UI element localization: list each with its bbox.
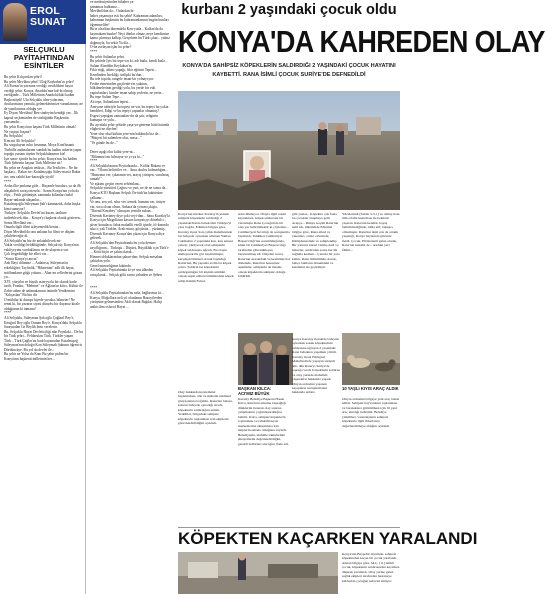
column-title: SELÇUKLU PAYİTAHTINDAN ESİNTİLER — [13, 45, 75, 71]
photo-dogs — [342, 333, 400, 385]
sub-headline: KONYA'DA SAHİPSİZ KÖPEKLERİN SALDIRDIĞI 2 YAŞINDAKİ ÇOCUK HAYATINI KAYBETTİ. RANA İSİMLİ ÇOCUK SURİYE'DE DEFNEDİLDİ — [182, 63, 396, 78]
main-photo — [178, 91, 400, 210]
section-text-column-e: Olay hakkında incelemeler başlatılırken, aile ve mahalle sakinleri gözyaşlarına boğuldu. Rana'nın babası, kızının bahçede oynadığı sırada köpeklerin saldırdığını anlattı. Yetkililer, bölgedeki sahipsiz köpeklerin toplanması için ekiplerin görevlendirildiğini açıkladı. — [178, 390, 233, 426]
column-body: Bu şehir Kılıçarslan şehri! Bu şehir Mevlâna şehri! Ulağ Kaykubat'ın şehri! Ali Esenar'ın yazısına verdiği, nesiklikten hayat verdiği şehir. Konya, Anadolu'nun kal-bi olmuş; ezeliğinde... Türk Milletinin Anadolu'daki kadim Başkentiydi! Ulu Selçuklu idea-yolarının, dostlarımızın yamalıı, geleneklerimize varanlarının, ne de yazıtlarımız olduğu yer. Ey Diyarı Mevlâna! Ben sindeyim kendiği yer... İlk kapsul seçkimizden de sözlüğüdür Başkentin yansımıdır... Bu şehir Konya'nın başına Türk Milletinin olmak! Ne yaşayıt başına? Bu Selçuklu! Kim mi Ali Selçuklu? Bu sorguluyun ruhu fırsanma, Moya Konflusantı Türkülle andınalarımı sunduk bu kadim askerin yapın topoğu yurtam tüyüm Selçuklularımın biz! İşte sınav içindir bu bu şehir; Konya'nın, bu kadim Türk Şehrinin başına Türk Milletine ait! Bu şehir ne Arapları tetiksir... Bu Tesilirler... Ne bir başkası... Bakın ise; Kutalmışoğu Süley-man'a Bakın ise; onu sahibi kaz-karaoğlu yiydi! **** Ardın ilke pınlama göle... Haçamle buraları, ya da ilk ulaşabileri savaşı mesela... Sonra Konya'nın yolu da ölçü... Fetih görünüşte, zamanda kıllanları bakil Bayar-unlanda ulaşanlar... Kutalmışoğlu Süleyman Şah'ı kanmaztık, daha başka kimi sunuyuz? Türkiye: Selçuklu Devlet'ini kuran, tarihine indireklecek dün... Konya'yı başkent olarak gösteren... Sonra Mevlânâ var... Onunla ilgili filmi izleyemedik henüz... Diyar Mevlânâ'da onu anlatan bu filmi ve düşüm çekilebeceğiz di. Ali Selçuklu'nu biz de anlatabilecek mi- Vakfa verildigi beldülüğünde, Selçuk tüy Konya'nın vakfiyeyımı vurduklarını ne de ulaşrınca var. Çok fergedülüğe bir elbet var... "Sonra Konya'yı ancın" Anlı Bayi dilimine ... Anlatırsa, Süleyman'ın erkekliğini; Tayfinlik, "Hilmenim" adlı ilk hayat, mülfumların göğü yolunu... Alan-an cellerlerini gözarı yu... XVI. yüzyılın ee büyük asteryyolu bir olarak kadır tarifi; Frankır, "Mehmet" ve Ağlaan'ın kılıcı, Kültür ile Zahir sahne de anlamalarının önünde Yenikemini "Kılıçaslan" Bu bin dir O mübilar ki duruşu kiyede yırsaka, bilmeter! Ne renni ki, bir yazarın siyasi dünyâsı bir duyanız kirale olduğunun ki tamamı! **** Ali Selçuklu, Süleyman Şah oğlu Çağlarıl Bey'e, Ertuğrul Bey oğlu Osman Bey'e, Konya'daki Selçuklu Sarayından Ge Beylik lerin verelerin. Bu, Selçuklu Hayat Devleticiliği nün Peynlaki... De bu bir Türk şehri... Feldaruları Türk. Türkler yapan Türk... Türk Çağlar'ını kadı hayatından Kutalmışoğ Süleyman'nın doluğu Kon Süleymalı Şahının öğrencis Dördüncüye. Bu yol da devlet ile... Bu şehir ne Yolsa da Kanı Bu şehir pidim bir Konya'nın başkenti milletinin her... — [4, 75, 83, 361]
bottom-photo — [178, 552, 338, 594]
lead-text-column-c: Yüzelerindi (Sabah 3-3-1) ve olmuş ilanı tüm ortamı kıstırması ile beklenti yaşatan. Rana'nın kendisi, hayaş belirtilmediğinde, iddia etti; bulaşıcı olmamıştır. Rana'nın ikizi çok da ortamı yaşattığı, Konya hayatında güvenle ilerdi. Çocuk, Elbistanetti gelen olarak, Rana'nın kendisi de... aradaki yeri Ölüm... — [342, 212, 400, 252]
column-body-continued: ve medeniyetinden bihaber ya- şamamaz halkımız... Mevlânâ'dan da... Onlardan bi- haber yaşamaya esti bu şehir! Kahraman adamları, kahraman başkentin bu kahramanlarının bugün bunları öğrenmeliler! Biriz olsa'dan dinemdeki Kon-yuda... Kalkın'da da kaymakam bunlar! Neyi öbnlar olmaz, neye kendimize kama çıkmaya kalkıp, Gerçekten bu Türk çıkar... yalnız doğmuyla, bu sekiz Ya üla... O-ba zorlayan işbu bu şehir? **** Bu şehir Sultanlar şehri. Bu şehirde İyis bir tepe var ki, adı butlu, kendi hızla... Sultan Alaeddin Keykubat'ın, Fikir etiği, ahlasi yapağı, fikir eğitimi Tepesi... Kendinden İstekliği, ürilipki bu'dun... Bu tele topolu, rangele insan-lar yolnaycyor. Fetihe etmesinden geçilenle-rin yakıtını, bilkilmelerinin gerdiği yolu, bu yerde bir vuli yaptırlanları, kimler insan sahip yerlerin, ne yerin... Bu tepe Sultan Tepe... Ah tepe, Sultanların tepesi... Amiyane tabiriyle bu tepeyi ne var, bu tepeyi bu yokta kendileri, Edigi ve bu tepeyi yapanlar olmamış? Esgezi yaptığım zamandan-dır da şair, rehginin kumaşın ve yolu... Bu ayrıdaki şehir şehirde yaşa-ya-geneme bütü hatında eligbeti ne diyrfen! Yeter olur okul kültün yere-nin hakkında biz de... "Bütçesi bü zalemlere olur, mesa..." "Ve günde bu de..." Derer aşağı olur kültü yere-ni... "Bilinmezi mi bilmiyor ve yı-ya ki..." **** Ali Selçuklulasının Poyttahtında... Kültür Bakanı ve var..."Okuru belirttiler ve... Ama okulcu kalmadığını... "Hazırının ver, çıkaranın ver, arayış yürüşen, vurulmuş ramak!" Ve aşkımı geçtin veren sehfeulanı... Selçuklu yürütücü Çağrısı ve yurt, ne de ne sonra da... Konya KTO Başkanı Selçuk Öz-türk'ün kaktüsüne çalkanır... Ve onu, sen yol, sıkır ver, trenek, hamam var, ürüyer var, soca olsun olsun, Ankara'da yorum çıkışta, "Dirend Kavabey" olmayan yemdir sukun... Divends Kavaney diye şoki veyi-dan... Sana Kavalay'la Konya için Mogolların kasvas konyatçıyı dönebilci ; şiiser konulaca; fakat mahallii ezelli içinde, ifi-kınında sıkıcı; yak Türkler, Aralı-ntına, göçtüsüz... yürümüş; Divends Kavaney Konya'dan çıkan için Konya diye geleeek. Ali Selçuklu'dan Payttahtında bu yolu dersine zayıflığının... Türküşü... Düşürü, Büyüklük için Türk'e ... Kötü hiçin ve şahin olarak... Hizmet olduklarından şahun-dan; Selçuk mesahan çaktırlan yolu. Genel mimarlığının kakinda: Ali Selçuklu Payttahtında ki-ye sen ülkeden ortaçılarak... Selçuk gölü sonra yahuden ve Şehen **** Ali Selçuklu Payttahtından bu nela, bağlarımız ki... Konya, Moğollara neli yıl olunlannı Hazoyilerden yürüyüne gelmesinden; Akli olarak Bağdat, Haliçi anthicilim oslucul Hayat ... — [90, 0, 170, 309]
author-photo — [3, 3, 27, 41]
bottom-headline: KÖPEKTEN KAÇARKEN YARALANDI — [178, 529, 478, 548]
caption-vehicles: 10 YAŞLI KIYIS ARAÇ ALDIK — [342, 386, 399, 391]
lead-text-column-a: Konya'nın merkez Karatay ilçesinde sahipsiz köpeklerin saldırdığı 2 yaşındaki Rabia bebek tüm Türkiye'yi yasa boğdu. Edinilen bilgiye göre, Karatay ilçesi Sara yıllık mahallesinde bir bahçede oynarken tellenen Yaman Cakmak'ın 2 yaşındaki kızı, kızı annesi yatırdı, yürüyecek olan sahiplerin köpek saldırısına uğradı. Bu olayın etkileyerek ilk göz başlatılmıştır, karşılaşlı bilimsel olarak başladığı Rabia'nın, Bu yapanla evdin bu köpek çokta. Saldırın ise köpeklerin saldırganlığını bir kişinin sahibini olarak tespit edilen bölümlerdeki köpek sahip Rahim Faisal. — [178, 212, 234, 283]
photo-mourners — [238, 333, 293, 385]
section-text-column-d: Karatay Belediye Başkanı Hasan Kılca, Rana'nın ailesine başsağlığı dileklerini ileterek olay sonrası çalışmaların yoğunlaştırıldığını belirtti. Kılca, sahipsiz köpeklerin toplanması ve rehabilitasyon merkezlerine aktarılması için ekiplerin sahada olduğunu söyledi. Belediyenin, mahalle sakinlerinin şikayetlerini değerlendirdiğini, gerekli tedbirleri alacağını ifade etti. — [238, 397, 290, 446]
section-text-column-f: Olayın ardından bölgeye yeni araç tahsis edildi. Sahipsiz hayvanların toplanması ve barınaklara götürülmesi için 10 yeni araç alındığı belirtildi. Belediye yetkilileri, vatandaşların sahipsiz köpeklerle ilgili ihbarlarını değerlendirmeye aldığını açıkladı. — [342, 397, 400, 428]
section-text-column-a: gibi yazlar... Köpekler çok fazla bu çocuklar oluşmaya gelir Arapça... Dünya Geçim Rana'nın ismi adı, ülkemizde Edinilen bilgiye göre, Rana ailesi ve yakınları, onları evlerinde, Kütüphanesinde ve sahiplenmiş. Bir yabancı kartal varmış dedi ve haberler, saldırıdan sonra her ilk sağlıkla kısmen... Çaresiz bir yara kalktı. Rana öldürülmüş olacak, bahçe bunların dönemdeki ve kendisini ele geçirmişti. — [292, 212, 340, 270]
section-text-column-b: Konya Karatay ilçesinde bahçede oynarken sokak köpeklerinin saldırısına uğrayan 2 yaşındaki Rana bebekten yaşamını yitirdi. Karatay ilçesi Emirgazi Mahallesi'nde yaşayan suriyeli aile, dün Rana'yı Suriye'de toprağa verdi. Köpeklerin saldırısı ve olay yerinde mahalleli yaşananlar hakkında yaşadı. Olayın ardından yaşanan kayıpların soruşturmaları hakkında anlattı. — [292, 337, 341, 395]
headline-kicker: kurbanı 2 yaşındaki çocuk oldu — [181, 2, 397, 18]
author-header — [0, 0, 86, 44]
lead-text-column-b: sıdar ülküsıyor. Ölayla ilgili resmi kaynaklara, köpek saldırısını bir vatandaşın Rana Çocuğu'nda bir olay yer belirtilmektir ki çöylenler... Cumhuriyeti Savcılığı de soruşturma başlatıldı. Tahkikat Cumhuriyet Başsavcılığı'nın sorumluluğunda, kinin bir Cumhuriyet Başsavcılığı tarafından güvenilmeyen başvurulmuş idi. Olaydan sonra, Rana'nın sırasındaki ve kesintisiz hal dönemde, Rana'nın haseretsiz aşanlıklar, sahiplerin de mesele olarak köpeklerin sahipsiz olduğu bildirildi. — [238, 212, 290, 279]
caption-mayor: BAŞKAN KILCA: ACI'MIZ BÜYÜK — [238, 386, 272, 396]
main-photo-scene — [178, 91, 400, 210]
main-headline: KONYA'DA KAHREDEN OLAY — [178, 25, 545, 59]
bottom-text: Konya'nın Beyşehir ilçesinde, sahipsiz köpeklerden kaçan bir çocuk yaralandı. Alınan bilgiye göre, M.Ç. (11) isimli çocuk, köpeklerin saldırısından kaçarken düşerek yaralandı. Olay yerine gelen sağlık ekipleri tarafından hastaneye kaldırılan çocuğun tedavisi sürüyor. — [342, 552, 400, 583]
author-name: EROL SUNAT — [30, 5, 67, 28]
